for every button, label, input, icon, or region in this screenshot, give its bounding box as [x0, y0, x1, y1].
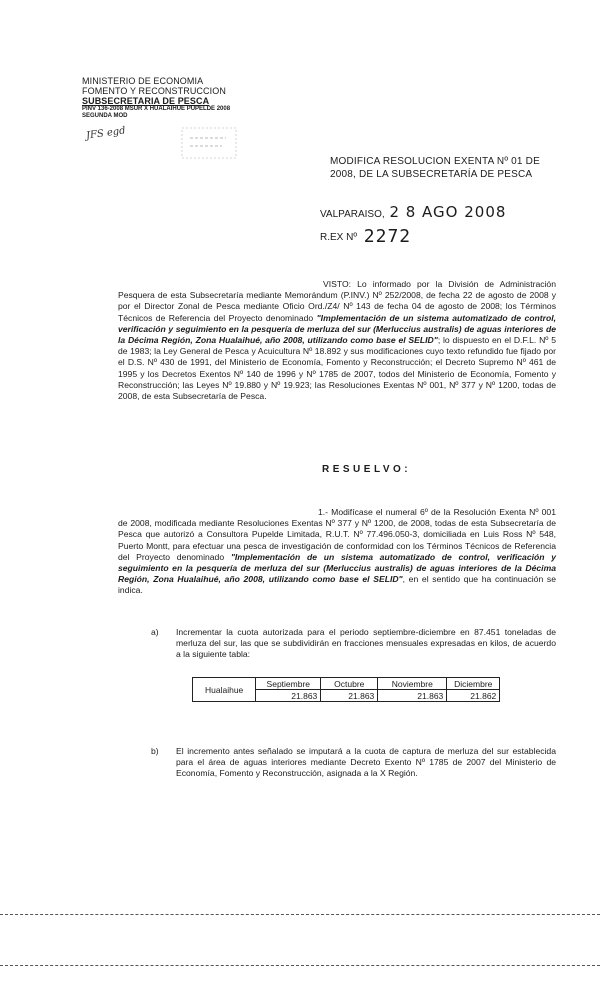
quota-value: 21.863 [256, 690, 321, 702]
month-header: Diciembre [447, 678, 500, 690]
place-and-date [320, 203, 506, 221]
reference-code: PINV 136-2008 MSUR X HUALAIHUE PUPELDE 2008 [82, 106, 231, 112]
item1-text-1: 1.- Modifícase el numeral 6º de la Resolución Exenta Nº 001 de 2008, modificada mediante Resoluciones Exentas Nº 377 y Nº 1200, de 2008, todas de esta Subsecretaría de Pesca que autorizó a Consultora Pupelde Limitada, R.U.T. Nº 77.496.050-3, domiciliada en Luis Ross Nº 548, Puerto Montt, para efectuar una pesca de investigación de conformidad con los Términos Técnicos de Referencia del Proyecto denominado [118, 507, 556, 562]
faded-stamp-icon [180, 126, 238, 160]
quota-value: 21.862 [447, 690, 500, 702]
zone-cell: Hualaihue [193, 678, 256, 702]
handwritten-initials: JFS egd [85, 125, 127, 142]
subsecretaria-name: SUBSECRETARIA DE PESCA [82, 96, 210, 106]
subitem-b-marker: b) [151, 746, 159, 756]
visto-paragraph [118, 279, 556, 402]
resolution-number [320, 226, 411, 247]
ministry-name-line-2: FOMENTO Y RECONSTRUCCION [82, 86, 226, 96]
letterhead [82, 76, 282, 120]
quota-value: 21.863 [321, 690, 378, 702]
quota-value: 21.863 [378, 690, 447, 702]
month-header: Septiembre [256, 678, 321, 690]
footer-divider [0, 914, 600, 915]
visto-text-1: VISTO: Lo informado por la División de Administración Pesquera de esta Subsecretaría mediante Memorándum (P.INV.) Nº 252/2008, de fecha 22 de agosto de 2008 y por el Director Zonal de Pesca mediante Oficio Ord./Z4/ Nº 143 de fecha 04 de agosto de 2008; los Términos Técnicos de Referencia del Proyecto denominado [118, 279, 556, 323]
footer-divider [0, 965, 600, 966]
place: VALPARAISO, [320, 209, 385, 220]
subitem-a [151, 627, 556, 661]
resolution-item-1 [118, 507, 556, 597]
visto-text-2: ; lo dispuesto en el D.F.L. Nº 5 de 1983; la Ley General de Pesca y Acuicultura Nº 18.892 y sus modificaciones cuyo texto refundido fue fijado por el D.S. Nº 430 de 1991, del Ministerio de Economía, Fomento y Reconstrucción; el Decreto Supremo Nº 461 de 1995 y los Decretos Exentos Nº 140 de 1996 y Nº 1785 de 2007, todos del Ministerio de Economía, Fomento y Reconstrucción; las Leyes Nº 19.880 y Nº 19.923; las Resoluciones Exentas Nº 001, Nº 377 y Nº 1200, todas de 2008, de esta Subsecretaría de Pesca. [118, 335, 556, 402]
subitem-a-marker: a) [151, 627, 159, 637]
resuelvo-heading: RESUELVO: [322, 464, 412, 475]
subitem-b [151, 746, 556, 780]
ministry-name-line-1: MINISTERIO DE ECONOMIA [82, 76, 204, 86]
month-header: Noviembre [378, 678, 447, 690]
rex-number: 2272 [363, 226, 412, 247]
quota-table-header-row [193, 678, 500, 690]
reference-subtitle: SEGUNDA MOD [82, 113, 128, 119]
item1-text-2: , en el sentido que ha continuación se indica. [118, 574, 556, 596]
resolution-subject: MODIFICA RESOLUCION EXENTA Nº 01 DE 2008, DE LA SUBSECRETARÍA DE PESCA [330, 156, 540, 180]
quota-table [192, 677, 500, 702]
subitem-a-text: Incrementar la cuota autorizada para el periodo septiembre-diciembre en 87.451 toneladas de merluza del sur, las que se subdividirán en fracciones mensuales expresadas en kilos, de acuerdo a la siguiente tabla: [176, 627, 556, 660]
visto-project-name: "Implementación de un sistema automatizado de control, verificación y seguimiento en la pesquería de merluza del sur (Merluccius australis) de aguas interiores de la Décima Región, Zona Hualaihué, año 2008, utilizando como base el SELID" [118, 312, 556, 346]
rex-label: R.EX Nº [320, 232, 357, 243]
subitem-b-text: El incremento antes señalado se imputará a la cuota de captura de merluza del sur establecida para el área de aguas interiores mediante Decreto Exento Nº 1785 de 2007 del Ministerio de Economía, Fomento y Reconstrucción, asignada a la X Región. [176, 746, 556, 779]
stamped-date: 2 8 AGO 2008 [389, 203, 507, 221]
month-header: Octubre [321, 678, 378, 690]
item1-project-name: "Implementación de un sistema automatizado de control, verificación y seguimiento en la pesquería de merluza del sur (Merluccius australis) de aguas interiores de la Décima Región, Zona Hualaihué, año 2008, utilizando como base el SELID" [118, 551, 556, 585]
